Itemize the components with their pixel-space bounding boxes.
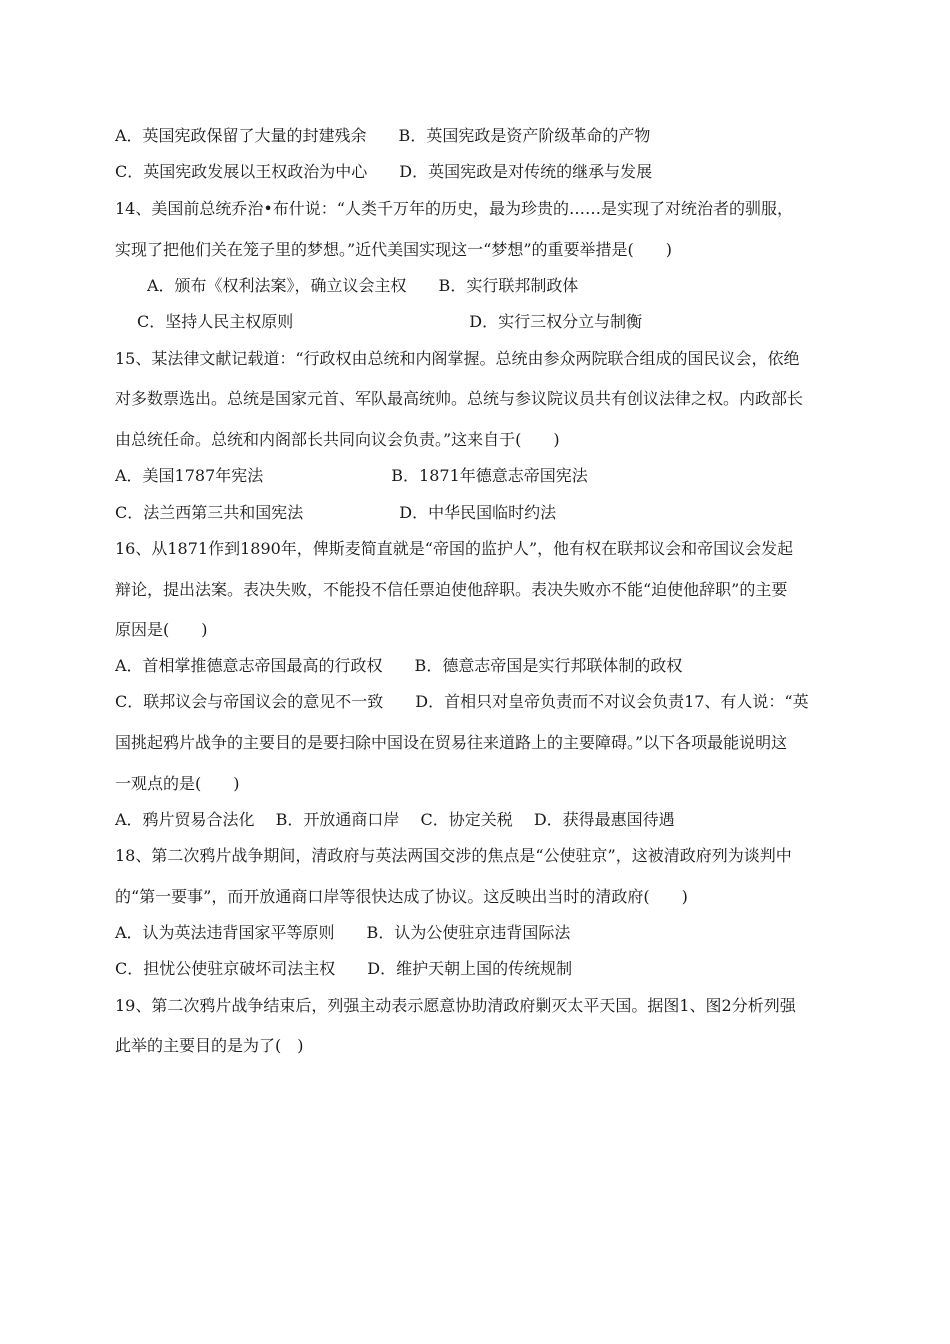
question-17-stem-line-1: 国挑起鸦片战争的主要目的是要扫除中国设在贸易往来道路上的主要障碍。”以下各项最能说明这 — [115, 733, 788, 752]
question-19-stem-line-1: 19、第二次鸦片战争结束后，列强主动表示愿意协助清政府剿灭太平天国。据图1、图2分析列强 — [115, 996, 796, 1015]
question-13-option-ab: A．英国宪政保留了大量的封建残余 B．英国宪政是资产阶级革命的产物 — [115, 126, 651, 145]
question-16-option-ab: A．首相掌推德意志帝国最高的行政权 B．德意志帝国是实行邦联体制的政权 — [115, 656, 683, 675]
question-16-stem-line-2: 辩论，提出法案。表决失败，不能投不信任票迫使他辞职。表决失败亦不能“迫使他辞职”的主要 — [115, 580, 788, 599]
question-16-stem-line-3: 原因是( ) — [115, 620, 208, 639]
question-15-stem-line-2: 对多数票选出。总统是国家元首、军队最高统帅。总统与参议院议员共有创议法律之权。内政部长 — [115, 389, 804, 408]
question-18-stem-line-1: 18、第二次鸦片战争期间，清政府与英法两国交涉的焦点是“公使驻京”，这被清政府列为谈判中 — [115, 846, 792, 865]
question-18-stem-line-2: 的“第一要事”，而开放通商口岸等很快达成了协议。这反映出当时的清政府( ) — [115, 887, 688, 906]
question-19-stem-line-2: 此举的主要目的是为了( ) — [115, 1036, 304, 1055]
question-18-option-cd: C．担忧公使驻京破坏司法主权 D．维护天朝上国的传统规制 — [115, 959, 573, 978]
question-15-stem-line-1: 15、某法律文献记载道：“行政权由总统和内阁掌握。总统由参众两院联合组成的国民议会，依绝 — [115, 349, 800, 368]
question-13-option-cd: C．英国宪政发展以王权政治为中心 D．英国宪政是对传统的继承与发展 — [115, 162, 653, 181]
question-16-option-cd: C．联邦议会与帝国议会的意见不一致 D．首相只对皇帝负责而不对议会负责17、有人说：“英 — [115, 692, 809, 711]
question-16-stem-line-1: 16、从1871作到1890年，俾斯麦简直就是“帝国的监护人”，他有权在联邦议会和帝国议会发起 — [115, 539, 794, 558]
question-17-stem-line-2: 一观点的是( ) — [115, 774, 240, 793]
question-18-option-ab: A．认为英法违背国家平等原则 B．认为公使驻京违背国际法 — [115, 923, 571, 942]
question-14-stem-line-1: 14、美国前总统乔治•布什说：“人类千万年的历史，最为珍贵的……是实现了对统治者的驯服， — [115, 199, 793, 218]
question-15-option-cd: C．法兰西第三共和国宪法 D．中华民国临时约法 — [115, 503, 557, 522]
question-14-option-ab: A．颁布《权利法案》，确立议会主权 B．实行联邦制政体 — [147, 276, 579, 295]
question-17-options: A．鸦片贸易合法化 B．开放通商口岸 C．协定关税 D．获得最惠国待遇 — [115, 810, 675, 829]
question-14-option-cd: C．坚持人民主权原则 D．实行三权分立与制衡 — [137, 312, 643, 331]
question-15-stem-line-3: 由总统任命。总统和内阁部长共同向议会负责。”这来自于( ) — [115, 430, 560, 449]
question-14-stem-line-2: 实现了把他们关在笼子里的梦想。”近代美国实现这一“梦想”的重要举措是( ) — [115, 240, 673, 259]
question-15-option-ab: A．美国1787年宪法 B．1871年德意志帝国宪法 — [115, 466, 588, 485]
